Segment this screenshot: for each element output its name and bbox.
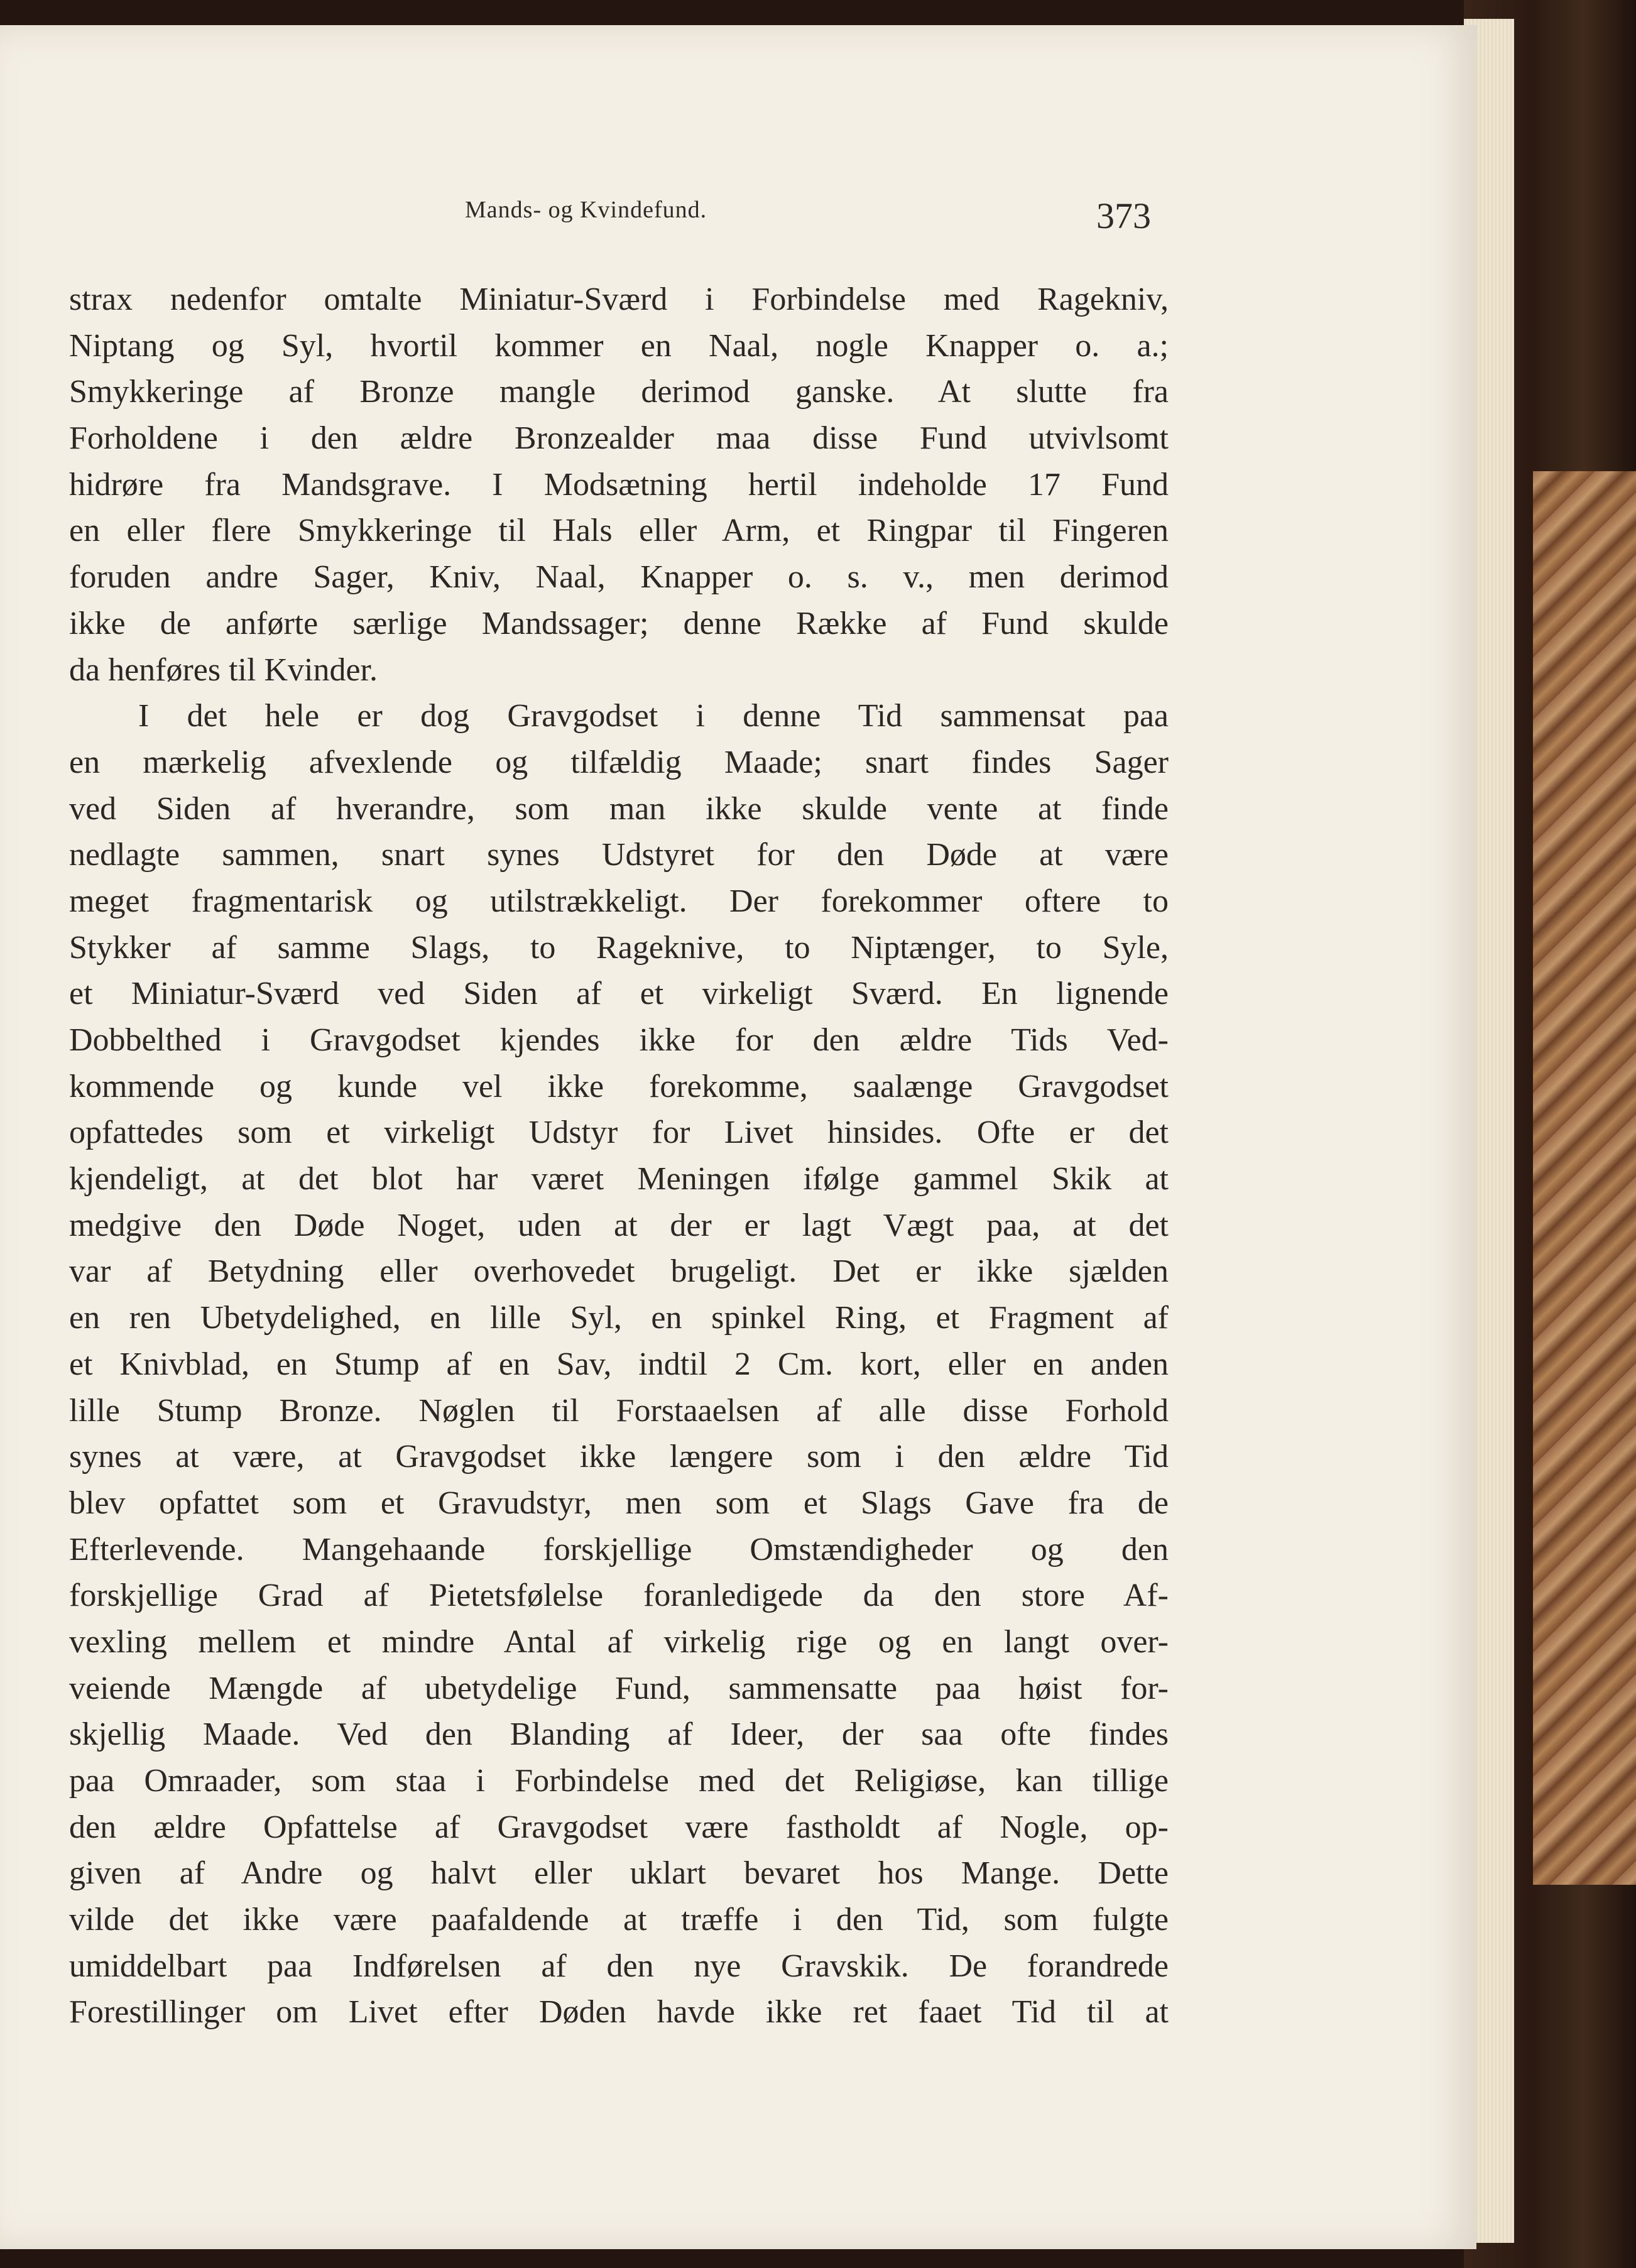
text-line: paa Omraader, som staa i Forbindelse med det Religiøse, kan tillige <box>69 1763 1169 1799</box>
text-line: foruden andre Sager, Kniv, Naal, Knapper o. s. v., men derimod <box>69 559 1169 596</box>
text-line: Niptang og Syl, hvortil kommer en Naal, nogle Knapper o. a.; <box>69 327 1169 364</box>
text-line: nedlagte sammen, snart synes Udstyret for den Døde at være <box>69 837 1169 873</box>
text-line: Dobbelthed i Gravgodset kjendes ikke for den ældre Tids Ved- <box>69 1022 1169 1058</box>
text-line: forskjellige Grad af Pietetsfølelse foranledigede da den store Af- <box>69 1578 1169 1614</box>
text-line: et Miniatur-Sværd ved Siden af et virkeligt Sværd. En lignende <box>69 976 1169 1012</box>
page-number: 373 <box>1096 195 1151 236</box>
text-line: blev opfattet som et Gravudstyr, men som et Slags Gave fra de <box>69 1485 1169 1521</box>
text-line: var af Betydning eller overhovedet brugeligt. Det er ikke sjælden <box>69 1253 1169 1290</box>
text-line: ved Siden af hverandre, som man ikke skulde vente at finde <box>69 790 1169 827</box>
text-line: en mærkelig afvexlende og tilfældig Maade; snart findes Sager <box>69 744 1169 780</box>
text-line: Efterlevende. Mangehaande forskjellige Omstændigheder og den <box>69 1531 1169 1567</box>
text-line: kjendeligt, at det blot har været Meningen ifølge gammel Skik at <box>69 1161 1169 1197</box>
text-line: en eller flere Smykkeringe til Hals eller Arm, et Ringpar til Fingeren <box>69 513 1169 549</box>
text-line: opfattedes som et virkeligt Udstyr for Livet hinsides. Ofte er det <box>69 1115 1169 1151</box>
text-line: umiddelbart paa Indførelsen af den nye Gravskik. De forandrede <box>69 1948 1169 1984</box>
text-line: lille Stump Bronze. Nøglen til Forstaaelsen af alle disse Forhold <box>69 1392 1169 1429</box>
text-line: en ren Ubetydelighed, en lille Syl, en spinkel Ring, et Fragment af <box>69 1300 1169 1336</box>
text-line: den ældre Opfattelse af Gravgodset være fastholdt af Nogle, op- <box>69 1809 1169 1845</box>
text-line: da henføres til Kvinder. <box>69 652 378 688</box>
text-line: vexling mellem et mindre Antal af virkelig rige og en langt over- <box>69 1623 1169 1660</box>
text-line: meget fragmentarisk og utilstrækkeligt. Der forekommer oftere to <box>69 883 1169 919</box>
text-line: Smykkeringe af Bronze mangle derimod ganske. At slutte fra <box>69 374 1169 410</box>
text-line: strax nedenfor omtalte Miniatur-Sværd i Forbindelse med Ragekniv, <box>69 281 1169 317</box>
marbled-cover-edge <box>1533 471 1636 1885</box>
text-line: I det hele er dog Gravgodset i denne Tid sammensat paa <box>138 698 1169 734</box>
text-line: given af Andre og halvt eller uklart bevaret hos Mange. Dette <box>69 1855 1169 1892</box>
text-line: medgive den Døde Noget, uden at der er lagt Vægt paa, at det <box>69 1207 1169 1243</box>
text-line: Forestillinger om Livet efter Døden havde ikke ret faaet Tid til at <box>69 1994 1169 2031</box>
book-page <box>0 25 1476 2249</box>
text-line: veiende Mængde af ubetydelige Fund, sammensatte paa høist for- <box>69 1670 1169 1706</box>
running-title: Mands- og Kvindefund. <box>465 197 707 223</box>
text-line: et Knivblad, en Stump af en Sav, indtil 2 Cm. kort, eller en anden <box>69 1346 1169 1382</box>
text-line: ikke de anførte særlige Mandssager; denne Række af Fund skulde <box>69 605 1169 641</box>
text-line: kommende og kunde vel ikke forekomme, saalænge Gravgodset <box>69 1068 1169 1104</box>
text-line: synes at være, at Gravgodset ikke længere som i den ældre Tid <box>69 1439 1169 1475</box>
text-line: vilde det ikke være paafaldende at træffe i den Tid, som fulgte <box>69 1902 1169 1938</box>
text-line: Forholdene i den ældre Bronzealder maa disse Fund utvivlsomt <box>69 420 1169 457</box>
text-line: Stykker af samme Slags, to Rageknive, to Niptænger, to Syle, <box>69 929 1169 966</box>
body-text <box>69 276 1169 2036</box>
text-line: hidrøre fra Mandsgrave. I Modsætning hertil indeholde 17 Fund <box>69 466 1169 503</box>
text-line: skjellig Maade. Ved den Blanding af Ideer, der saa ofte findes <box>69 1716 1169 1753</box>
